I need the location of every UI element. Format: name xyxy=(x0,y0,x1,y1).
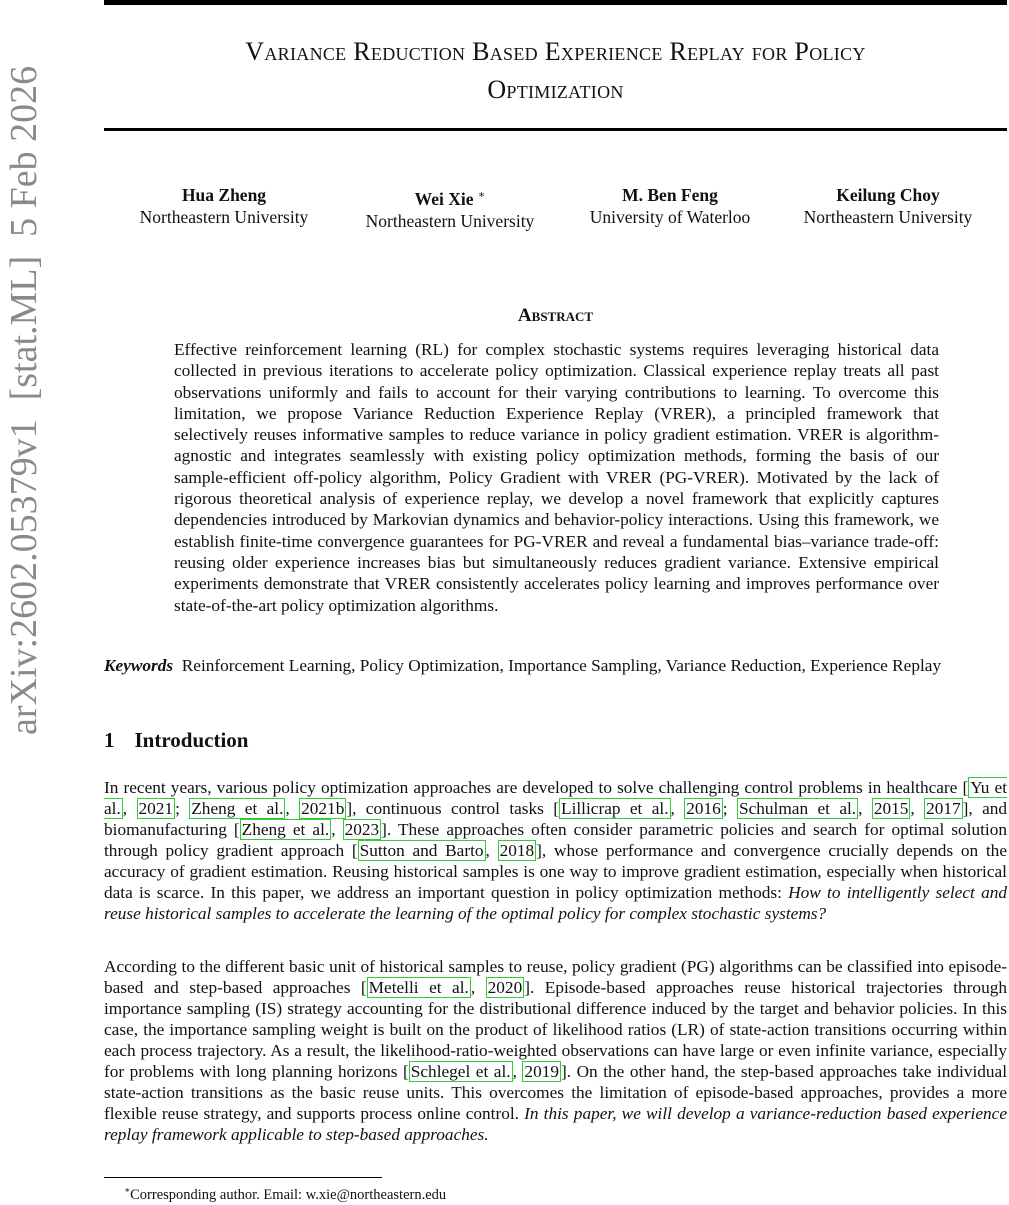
section-heading xyxy=(104,728,248,753)
author-block xyxy=(124,184,324,228)
citation-link[interactable]: Zheng et al. xyxy=(191,799,284,818)
citation-link[interactable]: 2016 xyxy=(686,799,721,818)
citation-link[interactable]: 2023 xyxy=(344,820,380,839)
citation-link[interactable]: Lillicrap et al. xyxy=(561,799,669,818)
arxiv-watermark: arXiv:2602.05379v1 [stat.ML] 5 Feb 2026 xyxy=(3,65,45,735)
author-block xyxy=(572,184,768,228)
intro-paragraph-2: According to the different basic unit of historical samples to reuse, policy gradient (PG) algorithms can be classified into episode-based and step-based approaches [ Metelli et al. , 2020 ]. Episode-based approaches reuse historical trajectories through importance sampling (IS) strategy accounting for the distributional difference induced by the target and behavior policies. In this case, the importance sampling weight is built on the product of likelihood ratios (LR) of state-action transitions occurring within each process trajectory. As a result, the likelihood-ratio-weighted observations can have large or even infinite variance, especially for problems with long planning horizons [ Schlegel et al. , 2019 ]. On the other hand, the step-based approaches take individual state-action transitions as the basic reuse units. This overcomes the limitation of episode-based approaches, provides a more flexible reuse strategy, and supports process online control. In this paper, we will develop a variance-reduction based experience replay framework applicable to step-based approaches. xyxy=(104,957,1007,1144)
paper-title-line-2: Optimization xyxy=(487,75,624,104)
intro-paragraph-1: In recent years, various policy optimization approaches are developed to solve challenging control problems in healthcare [ Yu et al. , 2021 ; Zheng et al. , 2021b ], continuous control tasks [ Lillicrap et al. , 2016 ; Schulman et al. , 2015 , 2017 ], and biomanufacturing [ Zheng et al. , 2023 ]. These approaches often consider parametric policies and search for optimal solution through policy gradient approach [ Sutton and Barto , 2018 ], whose performance and convergence crucially depends on the accuracy of gradient estimation. Reusing historical samples is one way to improve gradient estimation, especially when historical data is scarce. In this paper, we address an important question in policy optimization methods: How to intelligently select and reuse historical samples to accelerate the learning of the optimal policy for complex stochastic systems? xyxy=(104,778,1008,923)
citation-link[interactable]: Metelli et al. xyxy=(368,978,469,997)
footnote-text: Corresponding author. Email: w.xie@northeastern.edu xyxy=(130,1186,447,1203)
citation-link[interactable]: 2020 xyxy=(487,978,523,997)
footnote-mark: ∗ xyxy=(124,1185,131,1195)
author-affiliation: Northeastern University xyxy=(803,207,973,227)
author-block xyxy=(350,184,550,232)
abstract-heading: Abstract xyxy=(517,305,594,326)
footnote xyxy=(124,1180,446,1205)
author-name: Wei Xie ∗ xyxy=(414,188,486,209)
title-rule-bottom xyxy=(104,128,1007,131)
citation-link[interactable]: 2019 xyxy=(524,1062,559,1081)
section-number: 1 xyxy=(104,728,115,752)
author-affiliation: Northeastern University xyxy=(365,210,535,231)
citation-link[interactable]: Schulman et al. xyxy=(738,799,857,818)
author-name: Hua Zheng xyxy=(181,185,267,205)
citation-link[interactable]: Schlegel et al. xyxy=(410,1062,511,1081)
citation-link[interactable]: 2018 xyxy=(499,841,535,860)
keywords xyxy=(104,655,990,676)
research-question: How to intelligently select and reuse historical samples to accelerate the learning of the optimal policy for complex stochastic systems? xyxy=(104,883,1007,923)
keywords-label: Keywords xyxy=(104,656,174,675)
citation-link[interactable]: 2021b xyxy=(301,799,345,818)
citation-link[interactable]: 2021 xyxy=(138,799,174,818)
corresponding-mark: ∗ xyxy=(477,189,486,201)
author-affiliation: Northeastern University xyxy=(139,207,309,227)
author-block xyxy=(788,184,988,228)
author-name: Keilung Choy xyxy=(836,185,940,205)
citation-link[interactable]: Zheng et al. xyxy=(241,820,330,839)
citation-link[interactable]: Yu et al. xyxy=(104,778,1007,818)
section-title: Introduction xyxy=(134,728,249,752)
citation-link[interactable]: 2017 xyxy=(926,799,961,818)
abstract-text: Effective reinforcement learning (RL) for complex stochastic systems requires leveraging historical data collected in previous iterations to accelerate policy optimization. Classical experience replay treats all past observations uniformly and fails to account for their varying contributions to learning. To overcome this limitation, we propose Variance Reduction Experience Replay (VRER), a principled framework that selectively reuses informative samples to reduce variance in policy gradient estimation. VRER is algorithm-agnostic and integrates seamlessly with existing policy optimization methods, forming the basis of our sample-efficient off-policy algorithm, Policy Gradient with VRER (PG-VRER). Motivated by the lack of rigorous theoretical analysis of experience replay, we develop a novel framework that explicitly captures dependencies introduced by Markovian dynamics and behavior-policy interactions. Using this framework, we establish finite-time convergence guarantees for PG-VRER and reveal a fundamental bias–variance trade-off: reusing older experience increases bias but simultaneously reduces gradient variance. Extensive empirical experiments demonstrate that VRER consistently accelerates policy learning and improves performance over state-of-the-art policy optimization algorithms. xyxy=(174,340,939,615)
paper-title-line-1: Variance Reduction Based Experience Replay for Policy xyxy=(245,37,866,66)
citation-link[interactable]: 2015 xyxy=(873,799,909,818)
author-name: M. Ben Feng xyxy=(622,185,718,205)
contribution-statement: In this paper, we will develop a variance-reduction based experience replay framework applicable to step-based approaches. xyxy=(104,1104,1007,1144)
citation-link[interactable]: Sutton and Barto xyxy=(359,841,484,860)
title-rule-top xyxy=(104,0,1007,5)
footnote-rule xyxy=(104,1177,382,1178)
author-affiliation: University of Waterloo xyxy=(589,207,751,227)
keywords-text: Reinforcement Learning, Policy Optimization, Importance Sampling, Variance Reduction, Experience Replay xyxy=(181,656,942,675)
